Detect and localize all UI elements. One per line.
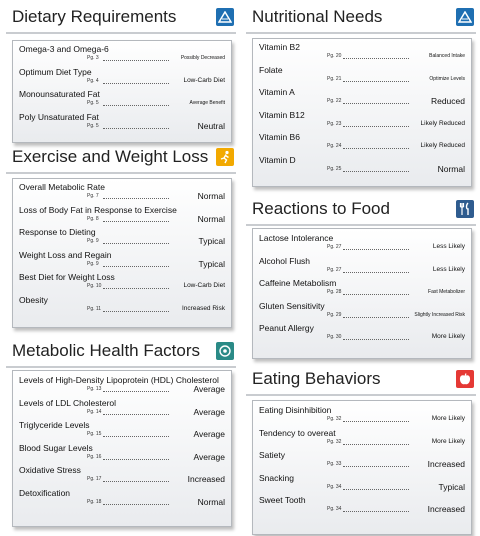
item-page-ref: Pg. 11 (87, 305, 102, 312)
item-label: Alcohol Flush (259, 255, 311, 266)
section-title: Nutritional Needs (252, 7, 383, 26)
item-result: Normal (197, 496, 225, 507)
item-page-ref: Pg. 32 (327, 416, 342, 422)
list-item (13, 249, 231, 272)
section-metabolic-health-factors (6, 336, 236, 507)
item-result: Average Benefit (189, 100, 225, 106)
item-label: Satiety (259, 450, 285, 460)
dot-leader (103, 288, 169, 289)
item-label: Lactose Intolerance (259, 233, 334, 243)
section-title: Metabolic Health Factors (12, 341, 201, 360)
list-item (13, 66, 231, 89)
item-page-ref: Pg. 9 (87, 260, 99, 267)
dot-leader (343, 58, 409, 59)
dot-leader (343, 249, 409, 250)
item-result: Average (193, 406, 225, 417)
section-title: Exercise and Weight Loss (12, 147, 209, 166)
list-item (253, 494, 471, 517)
item-label: Eating Disinhibition (259, 405, 332, 415)
list-item (253, 427, 471, 450)
dot-leader (103, 391, 169, 392)
list-item (253, 232, 471, 255)
dot-leader (343, 103, 409, 104)
row-list (13, 374, 231, 509)
section-title: Eating Behaviors (252, 369, 381, 388)
item-result: Average (193, 451, 225, 462)
row-list (253, 41, 471, 176)
item-result: More Likely (431, 437, 465, 445)
list-item (13, 294, 231, 317)
section-card (12, 40, 232, 143)
item-page-ref: Pg. 17 (87, 476, 102, 482)
dot-leader (343, 148, 409, 149)
list-item (13, 88, 231, 111)
list-item (253, 472, 471, 495)
item-result: Average (193, 429, 225, 439)
row-list (13, 43, 231, 133)
list-item (13, 226, 231, 249)
item-page-ref: Pg. 29 (327, 311, 342, 318)
dot-leader (343, 466, 409, 467)
item-result: Fast Metabolizer (428, 289, 465, 295)
section-card (252, 38, 472, 187)
dot-leader (103, 243, 169, 244)
item-page-ref: Pg. 28 (327, 289, 342, 295)
list-item (253, 449, 471, 472)
item-result: Increased (427, 459, 465, 469)
dot-leader (103, 83, 169, 84)
dot-leader (103, 436, 169, 437)
item-label: Monounsaturated Fat (19, 89, 100, 99)
dot-leader (343, 171, 409, 172)
list-item (13, 111, 231, 134)
list-item (253, 64, 471, 87)
list-item (253, 86, 471, 109)
item-page-ref: Pg. 32 (327, 438, 342, 445)
item-label: Obesity (19, 294, 48, 305)
section-card (252, 228, 472, 359)
item-result: Neutral (197, 120, 225, 131)
item-label: Detoxification (19, 487, 71, 498)
item-label: Omega-3 and Omega-6 (19, 44, 109, 54)
triangle-pyramid-icon (456, 8, 474, 26)
section-card (12, 370, 232, 527)
fork-knife-icon (456, 200, 474, 218)
item-label: Loss of Body Fat in Response to Exercise (19, 204, 177, 215)
item-label: Vitamin A (259, 87, 295, 97)
item-result: Balanced Intake (429, 53, 465, 59)
dot-leader (343, 126, 409, 127)
item-page-ref: Pg. 3 (87, 55, 99, 61)
dot-leader (343, 294, 409, 295)
item-label: Vitamin D (259, 154, 296, 165)
item-label: Sweet Tooth (259, 495, 306, 505)
section-eating-behaviors (246, 364, 476, 514)
item-result: Slightly Increased Risk (414, 311, 465, 318)
item-result: More Likely (431, 333, 465, 340)
item-label: Caffeine Metabolism (259, 278, 337, 288)
item-result: Likely Reduced (420, 119, 465, 127)
list-item (13, 419, 231, 442)
item-result: Increased (187, 474, 225, 484)
section-header (246, 194, 476, 226)
item-result: Normal (197, 213, 225, 224)
section-dietary-requirements (6, 2, 236, 131)
section-card (252, 400, 472, 535)
section-header (6, 2, 236, 34)
item-label: Vitamin B2 (259, 42, 300, 52)
dot-leader (103, 481, 169, 482)
apple-icon (456, 370, 474, 388)
item-page-ref: Pg. 24 (327, 143, 342, 149)
item-label: Vitamin B6 (259, 132, 300, 142)
item-result: Possibly Decreased (180, 55, 225, 61)
item-page-ref: Pg. 14 (87, 408, 102, 415)
item-label: Snacking (259, 472, 294, 483)
item-result: Typical (438, 481, 465, 492)
list-item (13, 204, 231, 227)
section-header (246, 364, 476, 396)
item-page-ref: Pg. 7 (87, 193, 99, 199)
item-label: Triglyceride Levels (19, 420, 90, 430)
running-person-icon (216, 148, 234, 166)
item-result: Normal (197, 191, 225, 201)
dot-leader (343, 511, 409, 512)
dot-leader (103, 105, 169, 106)
item-page-ref: Pg. 34 (327, 483, 342, 490)
dot-leader (343, 489, 409, 490)
item-result: Normal (437, 163, 465, 174)
dot-leader (103, 504, 169, 505)
dot-leader (103, 414, 169, 415)
item-page-ref: Pg. 21 (327, 75, 342, 82)
dot-leader (103, 459, 169, 460)
item-label: Best Diet for Weight Loss (19, 272, 115, 282)
item-label: Weight Loss and Regain (19, 249, 112, 260)
item-page-ref: Pg. 15 (87, 431, 102, 437)
dot-leader (343, 421, 409, 422)
item-label: Optimum Diet Type (19, 66, 92, 77)
item-label: Oxidative Stress (19, 465, 81, 475)
item-label: Levels of LDL Cholesterol (19, 397, 117, 408)
dot-leader (343, 81, 409, 82)
item-page-ref: Pg. 27 (327, 244, 342, 250)
item-result: More Likely (431, 415, 465, 422)
item-page-ref: Pg. 4 (87, 77, 99, 84)
list-item (253, 277, 471, 300)
item-label: Overall Metabolic Rate (19, 182, 105, 192)
item-page-ref: Pg. 22 (327, 98, 342, 104)
item-page-ref: Pg. 13 (87, 386, 102, 392)
item-page-ref: Pg. 27 (327, 266, 342, 273)
section-header (246, 2, 476, 34)
item-label: Poly Unsaturated Fat (19, 111, 99, 122)
item-page-ref: Pg. 23 (327, 120, 342, 127)
section-nutritional-needs (246, 2, 476, 174)
item-result: Increased (427, 504, 465, 514)
item-page-ref: Pg. 30 (327, 334, 342, 340)
item-page-ref: Pg. 9 (87, 238, 99, 244)
dot-leader (103, 128, 169, 129)
item-page-ref: Pg. 18 (87, 498, 102, 505)
item-label: Levels of High-Density Lipoprotein (HDL) Cholesterol (19, 375, 219, 385)
item-page-ref: Pg. 34 (327, 506, 342, 512)
item-label: Blood Sugar Levels (19, 442, 93, 453)
item-result: Typical (198, 258, 225, 269)
item-page-ref: Pg. 16 (87, 453, 102, 460)
dot-leader (103, 266, 169, 267)
dot-leader (343, 444, 409, 445)
list-item (13, 442, 231, 465)
row-list (13, 181, 231, 316)
dot-leader (343, 272, 409, 273)
list-item (253, 255, 471, 278)
item-page-ref: Pg. 5 (87, 122, 99, 129)
item-label: Peanut Allergy (259, 323, 314, 333)
list-item (13, 181, 231, 204)
item-page-ref: Pg. 33 (327, 461, 342, 467)
list-item (13, 271, 231, 294)
list-item (253, 300, 471, 323)
list-item (253, 154, 471, 177)
item-page-ref: Pg. 25 (327, 165, 342, 172)
dot-leader (103, 311, 169, 312)
list-item (13, 464, 231, 487)
dot-leader (103, 221, 169, 222)
item-result: Increased Risk (182, 304, 225, 312)
item-result: Reduced (430, 96, 465, 106)
item-result: Less Likely (432, 265, 465, 273)
row-list (253, 404, 471, 517)
section-card (12, 178, 232, 328)
item-result: Likely Reduced (420, 142, 465, 149)
list-item (253, 109, 471, 132)
list-item (13, 43, 231, 66)
list-item (13, 397, 231, 420)
section-exercise-weight-loss (6, 142, 236, 312)
item-label: Response to Dieting (19, 227, 96, 237)
section-header (6, 336, 236, 368)
item-result: Optimize Levels (429, 75, 465, 82)
list-item (253, 404, 471, 427)
item-page-ref: Pg. 5 (87, 100, 99, 106)
item-label: Folate (259, 64, 283, 75)
list-item (253, 41, 471, 64)
dot-leader (103, 198, 169, 199)
item-result: Average (193, 384, 225, 394)
item-page-ref: Pg. 8 (87, 215, 99, 222)
item-label: Tendency to overeat (259, 427, 336, 438)
list-item (13, 487, 231, 510)
item-result: Less Likely (432, 243, 465, 250)
dot-leader (343, 339, 409, 340)
item-page-ref: Pg. 20 (327, 53, 342, 59)
list-item (253, 131, 471, 154)
dot-leader (103, 60, 169, 61)
triangle-pyramid-icon (216, 8, 234, 26)
section-title: Dietary Requirements (12, 7, 177, 26)
cell-icon (216, 342, 234, 360)
item-label: Gluten Sensitivity (259, 300, 325, 311)
list-item (13, 374, 231, 397)
section-title: Reactions to Food (252, 199, 390, 218)
row-list (253, 232, 471, 345)
dot-leader (343, 317, 409, 318)
item-page-ref: Pg. 10 (87, 283, 102, 289)
item-label: Vitamin B12 (259, 109, 305, 120)
item-result: Low-Carb Diet (183, 76, 225, 84)
list-item (253, 322, 471, 345)
section-header (6, 142, 236, 174)
item-result: Low-Carb Diet (183, 282, 225, 289)
item-result: Typical (198, 236, 225, 246)
section-reactions-to-food (246, 194, 476, 340)
